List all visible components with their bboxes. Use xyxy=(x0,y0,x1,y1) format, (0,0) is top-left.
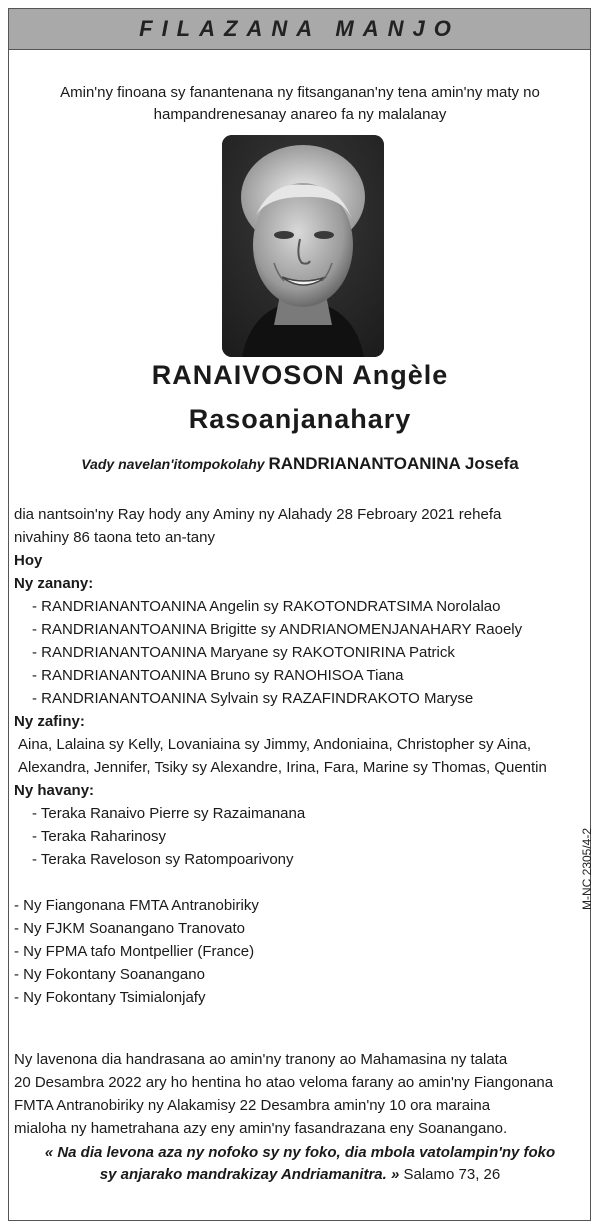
list-item: - Teraka Ranaivo Pierre sy Razaimanana xyxy=(32,805,306,822)
death-text-line: dia nantsoin'ny Ray hody any Aminy ny Alahady 28 Febroary 2021 rehefa xyxy=(14,506,502,523)
list-item: - Teraka Raveloson sy Ratompoarivony xyxy=(32,851,294,868)
relatives-list xyxy=(14,802,586,871)
spacer xyxy=(14,871,586,894)
deceased-name-line1: RANAIVOSON Angèle xyxy=(151,360,449,390)
list-item: - Teraka Raharinosy xyxy=(32,828,166,845)
intro-text xyxy=(20,82,580,126)
list-item: - RANDRIANANTOANINA Sylvain sy RAZAFINDRAKOTO Maryse xyxy=(32,690,474,707)
intro-line: Amin'ny finoana sy fanantenana ny fitsanganan'ny tena amin'ny maty no xyxy=(60,84,540,101)
grandchildren-line: Aina, Lalaina sy Kelly, Lovaniaina sy Jimmy, Andoniaina, Christopher sy Aina, xyxy=(18,736,532,753)
list-item: - Ny Fokontany Tsimialonjafy xyxy=(14,989,206,1006)
funeral-line: mialoha ny hametrahana azy eny amin'ny fasandrazana eny Soanangano. xyxy=(14,1120,508,1137)
notice-header xyxy=(8,8,591,50)
grandchildren-line: Alexandra, Jennifer, Tsiky sy Alexandre, Irina, Fara, Marine sy Thomas, Quentin xyxy=(18,759,547,776)
list-item: - Ny FJKM Soanangano Tranovato xyxy=(14,920,245,937)
quote-line: sy anjarako mandrakizay Andriamanitra. » xyxy=(99,1166,400,1183)
institutions-list xyxy=(14,894,586,1009)
bible-quote xyxy=(14,1142,586,1186)
spouse-name: RANDRIANANTOANINA Josefa xyxy=(268,454,519,473)
children-list xyxy=(14,595,586,710)
spouse-line xyxy=(0,454,600,474)
list-item: - RANDRIANANTOANINA Maryane sy RAKOTONIRINA Patrick xyxy=(32,644,455,661)
notice-body xyxy=(14,503,586,1009)
funeral-text xyxy=(14,1048,586,1140)
deceased-name-line2: Rasoanjanahary xyxy=(188,404,412,434)
notice-title: FILAZANA MANJO xyxy=(139,16,460,41)
quote-line: « Na dia levona aza ny nofoko sy ny foko, dia mbola vatolampin'ny foko xyxy=(44,1144,556,1161)
funeral-line: 20 Desambra 2022 ary ho hentina ho atao veloma farany ao amin'ny Fiangonana xyxy=(14,1074,554,1091)
grandchildren-heading: Ny zafiny: xyxy=(14,713,85,730)
quote-reference: Salamo 73, 26 xyxy=(403,1166,501,1183)
list-item: - Ny Fokontany Soanangano xyxy=(14,966,205,983)
spouse-label: Vady navelan'itompokolahy xyxy=(81,456,265,472)
portrait-image xyxy=(222,135,384,357)
funeral-line: FMTA Antranobiriky ny Alakamisy 22 Desambra amin'ny 10 ora maraina xyxy=(14,1097,491,1114)
list-item: - RANDRIANANTOANINA Angelin sy RAKOTONDRATSIMA Norolalao xyxy=(32,598,501,615)
death-text-line: nivahiny 86 taona teto an-tany xyxy=(14,529,215,546)
intro-line: hampandrenesanay anareo fa ny malalanay xyxy=(153,106,447,123)
hoy-label: Hoy xyxy=(14,552,43,569)
funeral-line: Ny lavenona dia handrasana ao amin'ny tranony ao Mahamasina ny talata xyxy=(14,1051,508,1068)
list-item: - Ny FPMA tafo Montpellier (France) xyxy=(14,943,255,960)
reference-code: M-NC 2305/4-2 xyxy=(580,827,594,910)
portrait-photo xyxy=(222,135,384,357)
children-heading: Ny zanany: xyxy=(14,575,94,592)
grandchildren-list xyxy=(14,733,586,779)
list-item: - RANDRIANANTOANINA Brigitte sy ANDRIANOMENJANAHARY Raoely xyxy=(32,621,523,638)
list-item: - Ny Fiangonana FMTA Antranobiriky xyxy=(14,897,259,914)
relatives-heading: Ny havany: xyxy=(14,782,95,799)
list-item: - RANDRIANANTOANINA Bruno sy RANOHISOA Tiana xyxy=(32,667,404,684)
